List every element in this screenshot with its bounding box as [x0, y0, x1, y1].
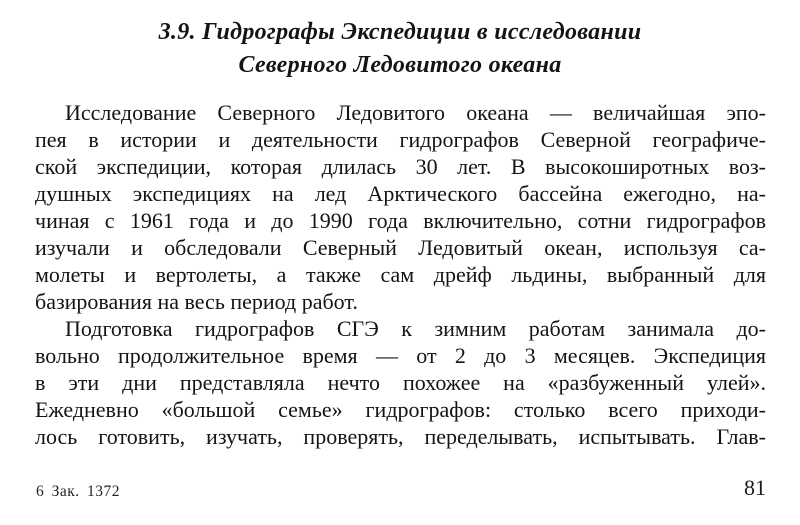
text-line: ской экспедиции, которая длилась 30 лет. В высокоширотных воз-: [35, 154, 766, 179]
text-line: в эти дни представляла нечто похожее на «разбуженный улей».: [35, 370, 766, 395]
text-line: душных экспедициях на лед Арктического бассейна ежегодно, на-: [35, 181, 766, 206]
text-line: чиная с 1961 года и до 1990 года включительно, сотни гидрографов: [35, 208, 766, 233]
text-line: пея в истории и деятельности гидрографов Северной географиче-: [35, 127, 766, 152]
section-heading: [35, 16, 765, 82]
text-line: базирования на весь период работ.: [35, 289, 358, 314]
body-text: [35, 99, 766, 450]
text-line: лось готовить, изучать, проверять, переделывать, испытывать. Глав-: [35, 424, 766, 449]
text-line: вольно продолжительное время — от 2 до 3 месяцев. Экспедиция: [35, 343, 766, 368]
text-line: Исследование Северного Ледовитого океана — величайшая эпо-: [65, 100, 766, 125]
paragraph-2: [35, 315, 766, 450]
page-number: 81: [744, 475, 766, 500]
text-line: молеты и вертолеты, а также сам дрейф льдины, выбранный для: [35, 262, 766, 287]
text-line: Подготовка гидрографов СГЭ к зимним работам занимала до-: [65, 316, 766, 341]
paragraph-1: [35, 99, 766, 315]
text-line: изучали и обследовали Северный Ледовитый океан, используя са-: [35, 235, 766, 260]
section-heading-line-2: Северного Ледовитого океана: [238, 52, 562, 78]
section-heading-line-1: 3.9. Гидрографы Экспедиции в исследовании: [158, 19, 642, 45]
print-signature: 6 Зак. 1372: [36, 483, 121, 500]
text-line: Ежедневно «большой семье» гидрографов: столько всего приходи-: [35, 397, 766, 422]
